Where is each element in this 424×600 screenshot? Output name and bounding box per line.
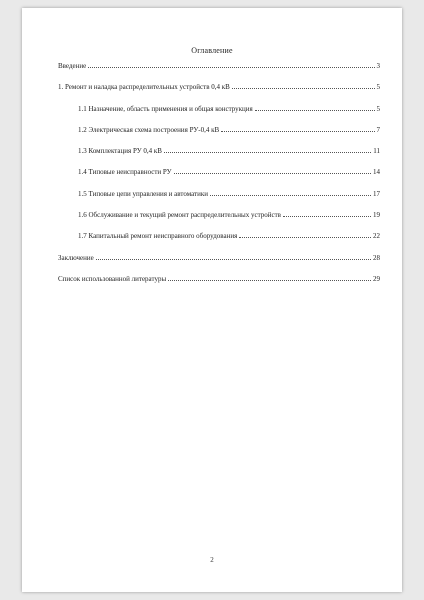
toc-entry-text: 1.2 Электрическая схема построения РУ-0,4 кВ	[78, 125, 220, 134]
toc-leader-dots	[255, 110, 375, 111]
toc-entry-text: 1.7 Капитальный ремонт неисправного оборудования	[78, 232, 238, 241]
toc-entry-page: 28	[373, 253, 380, 262]
toc-entry-section-1-7	[58, 230, 380, 240]
toc-entry-page: 29	[373, 274, 380, 283]
page-title: Оглавление	[191, 46, 233, 55]
toc-leader-dots	[221, 131, 374, 132]
toc-leader-dots	[96, 259, 371, 260]
toc-entry-text: Введение	[58, 62, 87, 70]
toc-entry-references	[58, 273, 380, 283]
toc-entry-page: 5	[376, 83, 380, 92]
toc-entry-conclusion	[58, 252, 380, 262]
toc-entry-text: 1.6 Обслуживание и текущий ремонт распределительных устройств	[78, 211, 281, 220]
toc-entry-section-1-2	[58, 124, 380, 134]
toc-entry-page: 19	[373, 211, 380, 220]
toc-leader-dots	[164, 152, 371, 153]
toc-leader-dots	[232, 88, 375, 89]
toc-entry-text: 1. Ремонт и наладка распределительных устройств 0,4 кВ	[58, 83, 230, 92]
toc-entry-text: Список использованной литературы	[58, 274, 167, 283]
toc-entry-chapter-1	[58, 81, 380, 91]
toc-entry-text: 1.4 Типовые неисправности РУ	[78, 168, 172, 177]
toc-entry-section-1-6	[58, 209, 380, 219]
toc-entry-text: 1.5 Типовые цепи управления и автоматики	[78, 189, 209, 198]
toc-entry-page: 5	[376, 104, 380, 113]
table-of-contents	[58, 60, 380, 294]
toc-entry-page: 11	[373, 147, 380, 156]
toc-leader-dots	[210, 195, 371, 196]
toc-entry-page: 3	[376, 62, 380, 70]
toc-entry-text: 1.1 Назначение, область применения и общая конструкция	[78, 104, 253, 113]
toc-entry-page: 22	[373, 232, 380, 241]
toc-entry-page: 7	[376, 125, 380, 134]
toc-leader-dots	[88, 67, 374, 68]
toc-leader-dots	[174, 173, 371, 174]
toc-entry-page: 14	[373, 168, 380, 177]
toc-entry-text: 1.3 Комплектация РУ 0,4 кВ	[78, 147, 162, 156]
toc-entry-page: 17	[373, 189, 380, 198]
toc-leader-dots	[168, 280, 371, 281]
toc-entry-section-1-4	[58, 166, 380, 176]
toc-leader-dots	[239, 237, 371, 238]
toc-leader-dots	[283, 216, 371, 217]
toc-entry-section-1-3	[58, 145, 380, 155]
toc-entry-text: Заключение	[58, 253, 94, 262]
page-number: 2	[210, 556, 214, 564]
document-page	[22, 8, 402, 592]
toc-entry-section-1-5	[58, 188, 380, 198]
toc-entry-introduction	[58, 60, 380, 70]
toc-entry-section-1-1	[58, 103, 380, 113]
